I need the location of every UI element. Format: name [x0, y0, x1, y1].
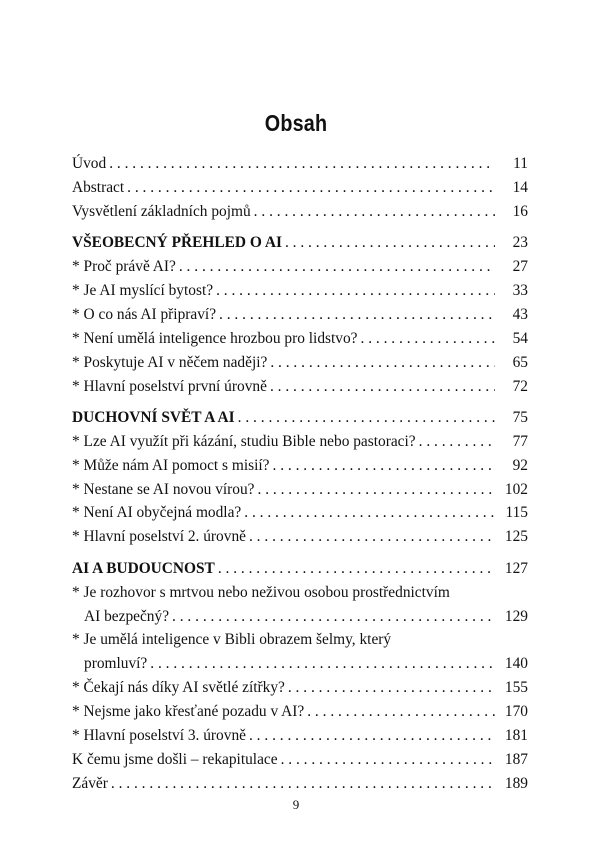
- toc-entry: [72, 303, 528, 327]
- dot-leader: [179, 255, 495, 279]
- toc-entry-title: * Lze AI využít při kázání, studiu Bible nebo pastoraci?: [72, 432, 416, 450]
- toc-page-number: 129: [504, 607, 528, 625]
- table-of-contents: [72, 152, 528, 796]
- toc-entry-title: * Je umělá inteligence v Bibli obrazem šelmy, který: [72, 631, 392, 649]
- toc-entry: [72, 327, 528, 351]
- toc-page-number: 75: [512, 408, 528, 426]
- toc-entry: [72, 748, 528, 772]
- toc-page-number: 125: [504, 528, 528, 546]
- toc-entry: [72, 430, 528, 454]
- dot-leader: [216, 279, 495, 303]
- toc-entry-title: K čemu jsme došli – rekapitulace: [72, 750, 278, 768]
- toc-page-number: 27: [512, 258, 528, 276]
- dot-leader: [270, 375, 495, 399]
- toc-page-number: 115: [505, 504, 528, 522]
- dot-leader: [270, 351, 495, 375]
- toc-entry-title-continuation: promluví?: [84, 655, 148, 673]
- dot-leader: [307, 700, 495, 724]
- dot-leader: [249, 724, 495, 748]
- toc-entry: [72, 351, 528, 375]
- toc-entry-title: * Může nám AI pomoct s misií?: [72, 456, 270, 474]
- toc-page-number: 72: [512, 377, 528, 395]
- toc-page-number: 16: [512, 202, 528, 220]
- toc-page-number: 102: [504, 480, 528, 498]
- toc-entry: [72, 478, 528, 502]
- toc-entry: [72, 255, 528, 279]
- toc-page-number: 65: [512, 353, 528, 371]
- toc-entry-title: DUCHOVNÍ SVĚT A AI: [72, 408, 235, 426]
- toc-entry: [72, 724, 528, 748]
- toc-entry: [72, 176, 528, 200]
- toc-entry: [72, 700, 528, 724]
- toc-section-heading: [72, 406, 528, 430]
- toc-entry-title: Vysvětlení základních pojmů: [72, 202, 251, 220]
- toc-entry: [72, 525, 528, 549]
- toc-entry-title: Závěr: [72, 774, 108, 792]
- dot-leader: [273, 454, 496, 478]
- toc-entry-title: * Není umělá inteligence hrozbou pro lidstvo?: [72, 329, 358, 347]
- toc-entry-title: * Není AI obyčejná modla?: [72, 504, 242, 522]
- toc-page-number: 140: [504, 655, 528, 673]
- toc-entry-title: * Je rozhovor s mrtvou nebo neživou osobou prostřednictvím: [72, 583, 450, 601]
- dot-leader: [285, 231, 495, 255]
- toc-entry-continuation: [72, 652, 528, 676]
- toc-entry-title: * Hlavní poselství 2. úrovně: [72, 528, 246, 546]
- toc-entry-title: * Poskytuje AI v něčem naději?: [72, 353, 268, 371]
- dot-leader: [419, 430, 495, 454]
- toc-entry-title: * Je AI myslící bytost?: [72, 281, 214, 299]
- toc-entry-title: * Proč právě AI?: [72, 258, 176, 276]
- toc-entry-title-continuation: AI bezpečný?: [84, 607, 170, 625]
- dot-leader: [111, 772, 495, 796]
- page-title: Obsah: [264, 110, 328, 136]
- dot-leader: [218, 557, 495, 581]
- toc-entry-title: AI A BUDOUCNOST: [72, 559, 215, 577]
- dot-leader: [109, 152, 495, 176]
- dot-leader: [249, 525, 495, 549]
- toc-entry-title: Abstract: [72, 178, 125, 196]
- dot-leader: [127, 176, 495, 200]
- toc-page-number: 92: [512, 456, 528, 474]
- toc-entry: [72, 501, 528, 525]
- dot-leader: [281, 748, 495, 772]
- toc-entry-title: * Čekají nás díky AI světlé zítřky?: [72, 679, 285, 697]
- toc-entry: [72, 628, 528, 652]
- toc-page-number: 14: [512, 178, 528, 196]
- toc-page-number: 77: [512, 432, 528, 450]
- toc-page-number: 187: [504, 750, 528, 768]
- toc-page-number: 155: [504, 679, 528, 697]
- toc-entry-title: * Hlavní poselství 3. úrovně: [72, 726, 246, 744]
- dot-leader: [258, 478, 495, 502]
- toc-page-number: 43: [512, 305, 528, 323]
- dot-leader: [219, 303, 495, 327]
- toc-page-number: 33: [512, 281, 528, 299]
- toc-entry: [72, 152, 528, 176]
- toc-entry: [72, 200, 528, 224]
- toc-entry: [72, 279, 528, 303]
- toc-page-number: 23: [512, 234, 528, 252]
- toc-entry: [72, 772, 528, 796]
- toc-entry-title: * Nestane se AI novou vírou?: [72, 480, 255, 498]
- toc-entry: [72, 454, 528, 478]
- dot-leader: [238, 406, 495, 430]
- dot-leader: [150, 652, 495, 676]
- toc-entry-title: * Nejsme jako křesťané pozadu v AI?: [72, 703, 305, 721]
- toc-section-heading: [72, 557, 528, 581]
- toc-page-number: 181: [504, 726, 528, 744]
- toc-entry-title: * O co nás AI připraví?: [72, 305, 217, 323]
- toc-entry: [72, 676, 528, 700]
- toc-page-number: 54: [512, 329, 528, 347]
- toc-section-heading: [72, 231, 528, 255]
- toc-page-number: 189: [504, 774, 528, 792]
- toc-page-number: 11: [513, 155, 528, 172]
- toc-entry-continuation: [72, 605, 528, 629]
- toc-page-number: 170: [504, 703, 528, 721]
- dot-leader: [244, 501, 495, 525]
- page-number: 9: [292, 797, 300, 812]
- dot-leader: [254, 200, 495, 224]
- toc-entry-title: VŠEOBECNÝ PŘEHLED O AI: [72, 234, 282, 252]
- toc-entry-title: * Hlavní poselství první úrovně: [72, 377, 267, 395]
- dot-leader: [288, 676, 495, 700]
- toc-entry-title: Úvod: [72, 155, 107, 172]
- toc-entry: [72, 375, 528, 399]
- toc-entry: [72, 581, 528, 605]
- dot-leader: [172, 605, 495, 629]
- dot-leader: [361, 327, 495, 351]
- toc-page-number: 127: [504, 559, 528, 577]
